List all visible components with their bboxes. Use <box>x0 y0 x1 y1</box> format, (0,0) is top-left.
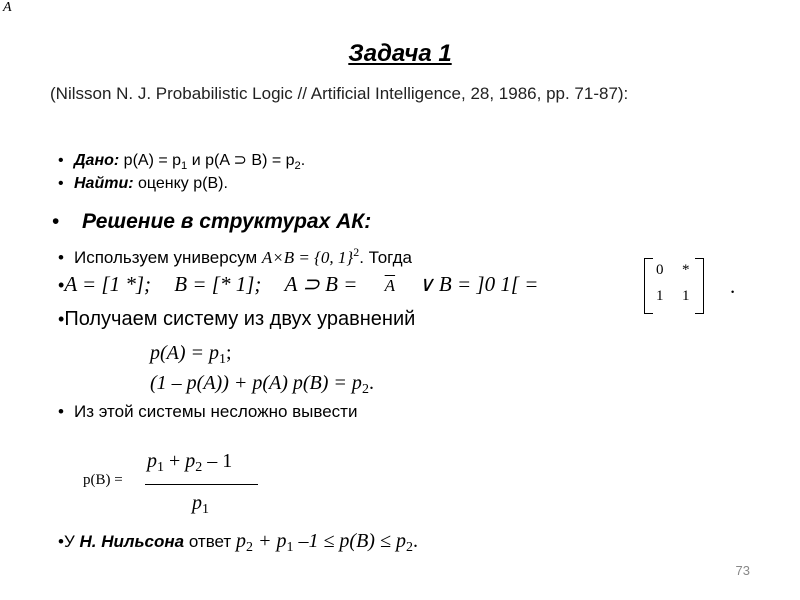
answer-line: •У Н. Нильсона ответ $p_2 + p_1$ $-1 \le p(B) \le p_2$. <box>58 530 418 555</box>
equation-2: (1 – p(A)) + p(A) $p(B) = p_2$. <box>150 372 374 397</box>
solution-heading: • Решение в структурах АК: <box>52 210 372 233</box>
formula-numerator: $p_1 + p_2 - 1$ <box>147 450 233 475</box>
definitions-line: •A = [1 *]; B = [* 1]; A ⊃ $B = \overline{A}$ ∨ B = ]0 1[ = <box>58 272 539 296</box>
bullet-icon: • <box>58 532 64 551</box>
bullet-icon: • <box>58 175 64 192</box>
citation: (Nilsson N. J. Probabilistic Logic // Artificial Intelligence, 28, 1986, pp. 71-87): <box>50 84 629 103</box>
definitions-end: . <box>730 274 736 298</box>
formula-denominator: $p_1$ <box>192 492 209 517</box>
fraction-bar <box>145 484 258 485</box>
slide-title: Задача 1 <box>348 40 452 67</box>
equation-1: $p(A) = p_1$; <box>150 342 232 367</box>
bullet-icon: • <box>58 152 64 169</box>
page-number: 73 <box>735 563 750 578</box>
bullet-icon: • <box>58 402 64 421</box>
matrix-cell: 1 <box>656 288 664 304</box>
matrix <box>644 258 704 314</box>
matrix-cell: 1 <box>682 288 690 304</box>
bullet-icon: • <box>58 309 65 329</box>
bullet-icon: • <box>58 248 64 267</box>
matrix-cell: * <box>682 262 690 278</box>
universe-line: • Используем универсум A×B = {0, 1}$^2$. Тогда <box>58 245 412 267</box>
formula-lhs: p(B) = <box>83 472 123 488</box>
derive-line: • Из этой системы несложно вывести <box>58 402 358 421</box>
system-intro: •Получаем систему из двух уравнений <box>58 308 416 330</box>
bullet-icon: • <box>58 275 65 295</box>
bullet-icon: • <box>52 210 60 233</box>
corner-symbol: $\overline{A}$ <box>3 0 12 15</box>
matrix-cell: 0 <box>656 262 664 278</box>
given-line: • Дано: $p(A) = p_1$ и p(A ⊃ $B) = p_2$. <box>58 152 306 172</box>
find-line: • Найти: оценку p(B). <box>58 175 228 192</box>
